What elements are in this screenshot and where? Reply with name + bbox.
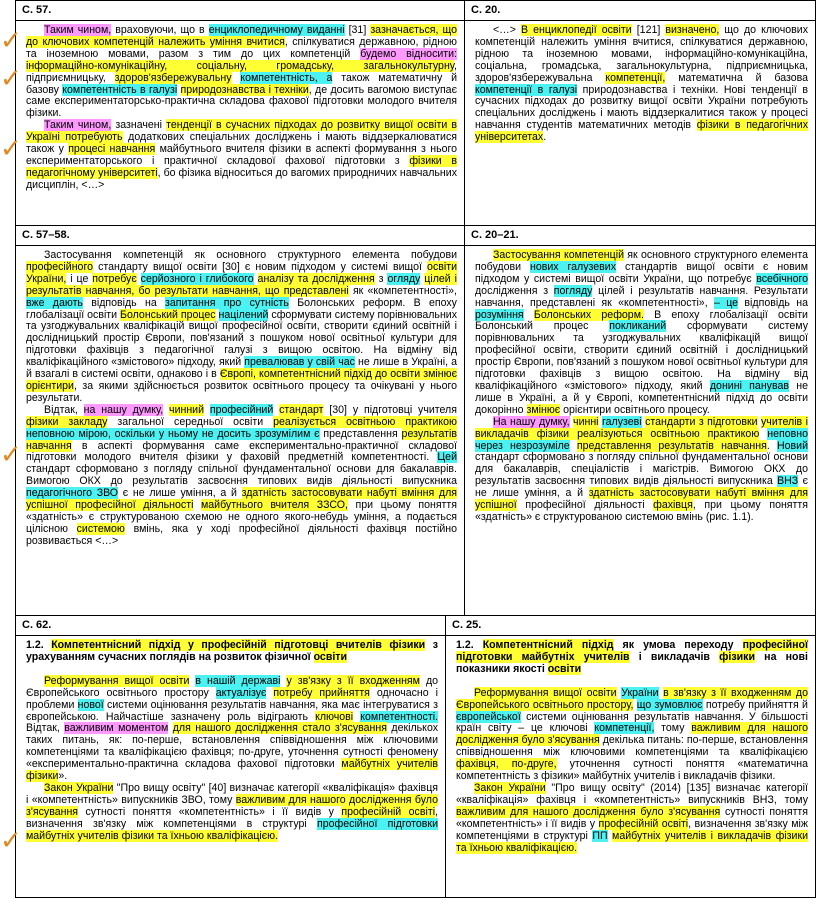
cell-text [16,21,464,194]
page-ref: С. 20–21. [465,226,815,246]
page-ref: С. 62. [16,616,445,636]
cell-text [465,246,815,526]
check-mark-icon: ✓ [0,26,22,56]
paragraph: Таким чином, враховуючи, що в енциклопедичному виданні [31] зазначається, що до ключових компетенцій належить уміння вчитися, спілкуватися державною, рідною та іноземною мовами, разом з тим до цих компетенцій будемо відносити: інформаційно-комунікаційну, соціальну, громадську, загальнокультурну, підприємницьку, здоров'язбережувальну компетентність, а також математичну й базову компетентність в галузі природознавства і техніки, де досить вагомою виступає саме експериментаторсько-практична складова фахової підготовки молодого вчителя фізики. [26,24,458,120]
paragraph: Реформування вищої освіти України в зв'язку з її входженням до Європейського освітнього простору, що зумовлює потребу прийняття й європейської системи оцінювання результатів навчання. У більшості країн світу – це ключові компетенції, тому важливим для нашого дослідження було з'ясування декілька питань: по-перше, встановлення співвідношення між ключовими компетенціями та кваліфікацією фахівця, по-друге, уточнення сутності поняття «математична компетентність з фізики» майбутніх учителів і викладачів фізики. [456,686,809,783]
cell-bottom-right [445,615,816,898]
cell-text [465,21,815,146]
section-heading: 1.2. Компетентнісний підхід у професійній підготовці вчителів фізики з урахуванням сучасних поглядів на розвиток фізичної освіти [26,639,438,663]
cell-top-left [15,0,465,226]
cell-text [16,636,445,845]
paragraph: На нашу думку, чинні галузеві стандарти з підготовки учителів і викладачів фізики реалізуються освітньою практикою неповно через незрозуміле представлення результатів навчання. Новий стандарт сформовано з погляду спільної фундаментальної основи для бакалаврів, спеціалістів і магістрів. Вимогою ОКХ до результатів засвоєння типових видів діяльності випускника ВНЗ є не лише уміння, а й здатність застосовувати набуті вміння для успішної професійної діяльності фахівця, при цьому поняття «здатність» є структурованою системою вмінь (рис. 1.1). [475,415,809,523]
cell-text [446,636,815,856]
page-ref: С. 57. [16,1,464,21]
paragraph: Реформування вищої освіти в нашій державі у зв'язку з її входженням до Європейського освітнього простору актуалізує потребу прийняття одночасно і проблеми нової системи оцінювання результатів навчання, яка має інтегруватися з європейською. Найчастіше зазначену роль відіграють ключові компетентності. Відтак, важливим моментом для нашого дослідження стало з'ясування декількох таких питань, як: по-перше, встановлення співвідношення між ключовими компетенціями та кваліфікацією фахівця; по-друге, уточнення сутності феномену «експериментально-практична складова фахової підготовки майбутніх учителів фізики». [26,674,439,783]
paragraph: Закон України "Про вищу освіту" [40] визначає категорії «кваліфікація» фахівця і «компетентність» випускників ЗВО, тому важливим для нашого дослідження було з'ясування сутності поняття «компетентність» і її видів у професійній освіті, визначення зв'язку між компетенціями в структурі професійної підготовки майбутніх учителів фізики та їхньою кваліфікацією. [26,781,438,842]
paragraph: Відтак, на нашу думку, чинний професійний стандарт [30] у підготовці учителя фізики закладу загальної середньої освіти реалізується освітньою практикою неповною мірою, оскільки у ньому не досить зрозумілим є представлення результатів навчання в аспекті формування саме експериментально-практичної складової підготовки молодого вчителя фізики у фаховій предметній компетентності. Цей стандарт сформовано з погляду спільної фундаментальної основи для бакалаврів. Вимогою ОКХ до результатів засвоєння типових видів діяльності випускника педагогічного ЗВО є не лише уміння, а й здатність застосовувати набуті вміння для успішної професійної діяльності майбутнього вчителя ЗЗСО, при цьому поняття «здатність» є структурованою схемою не одного якого-небудь уміння, а подається цілісною системою вмінь, яка у ході професійної діяльності фахівця постійно розвивається <…> [26,403,458,547]
paragraph: Застосування компетенцій як основного структурного елемента побудови нових галузевих стандартів вищої освіти є новим підходом у системі вищої освіти України, що потребує всебічного дослідження з погляду цілей і результатів навчання. Результати навчання, представлені як «компетентності», – це відповідь на розуміння Болонських реформ. В епоху глобалізації освіти Болонський процес покликаний сформувати систему порівнювальних та узгоджувальних кваліфікацій вищої професійної освіти, створити єдиний освітній і дослідницький простір Європи, пов'язаний з пошуком нової освітньої культури для підготовки фахівців з вищою освітою. На відміну від кваліфікаційного «змістового» підходу, який донині панував не лише в Україні, а й у Європі, компетентнісний підхід до освіти докорінно змінює орієнтири освітнього процесу. [475,249,809,416]
page-ref: С. 20. [465,1,815,21]
paragraph: Застосування компетенцій як основного структурного елемента побудови професійного стандарту вищої освіти [30] є новим підходом у системі вищої освіти України, і це потребує серйозного і глибокого аналізу та дослідження з огляду цілей і результатів навчання, бо результати навчання, що представлені як «компетентності», вже дають відповідь на запитання про сутність Болонських реформ. В епоху глобалізації освіти Болонський процес націлений сформувати систему порівнювальних та узгоджувальних кваліфікацій вищої професійної освіти, створити єдиний освітній і дослідницький простір Європи, пов'язаний з пошуком нової освітньої культури для підготовки фахівців з педагогічної галузі з вищою освітою. На відміну від кваліфікаційного «змістового» підходу, який превалював у свій час не лише в Україні, а й взагалі в системі освіти, однаково і в Європі, компетентнісний підхід до освіти змінює орієнтири, за якими здійснюється розвиток освітнього процесу та очікувані у нього результати. [26,249,458,404]
page-ref: С. 57–58. [16,226,464,246]
cell-middle-right [464,225,816,616]
check-mark-icon: ✓ [0,64,22,94]
check-mark-icon: ✓ [0,826,22,856]
paragraph: <…> В енциклопедії освіти [121] визначено, що до ключових компетенцій належить уміння вчитися, спілкуватися державною, рідною та іноземною мовами, інформаційно-комунікаційна, соціальна, громадська, загальнокультурна, підприємницька, здоров'язбережувальна компетенції, математична й базова компетенції в галузі природознавства і техніки. Нові тенденції в сучасних підходах до розвитку вищої освіти України потребують спеціальних досліджень і мають віддзеркалитися також у процесі навчання студентів математичних методів фізики в педагогічних університетах. [475,24,808,144]
cell-text [16,246,464,550]
check-mark-icon: ✓ [0,134,22,164]
cell-top-right [464,0,816,226]
cell-middle-left [15,225,465,616]
section-heading: 1.2. Компетентнісний підхід як умова переходу професійної підготовки майбутніх учителів і викладачів фізики на нові показники якості освіти [456,639,808,675]
check-mark-icon: ✓ [0,440,22,470]
cell-bottom-left [15,615,446,898]
paragraph: Закон України "Про вищу освіту" (2014) [135] визначає категорії «кваліфікація» фахівця і «компетентність» випускників ВНЗ, тому важливим для нашого дослідження було з'ясування сутності поняття «компетентність» і її видів у професійній освіті, визначення зв'язку між компетенціями в структурі ПП майбутніх учителів і викладачів фізики та їхньою кваліфікацією. [456,781,809,854]
paragraph: Таким чином, зазначені тенденції в сучасних підходах до розвитку вищої освіти в Україні потребують додаткових спеціальних досліджень і мають віддзеркалюватися також у процесі навчання майбутнього вчителя фізики в аспекті формування з нього експериментаторського і практичної складової фахової підготовки з фізики в педагогічному університеті, бо фізика відноситься до вагомих природничих навчальних дисциплін, <…> [26,119,458,191]
page-ref: С. 25. [446,616,815,636]
